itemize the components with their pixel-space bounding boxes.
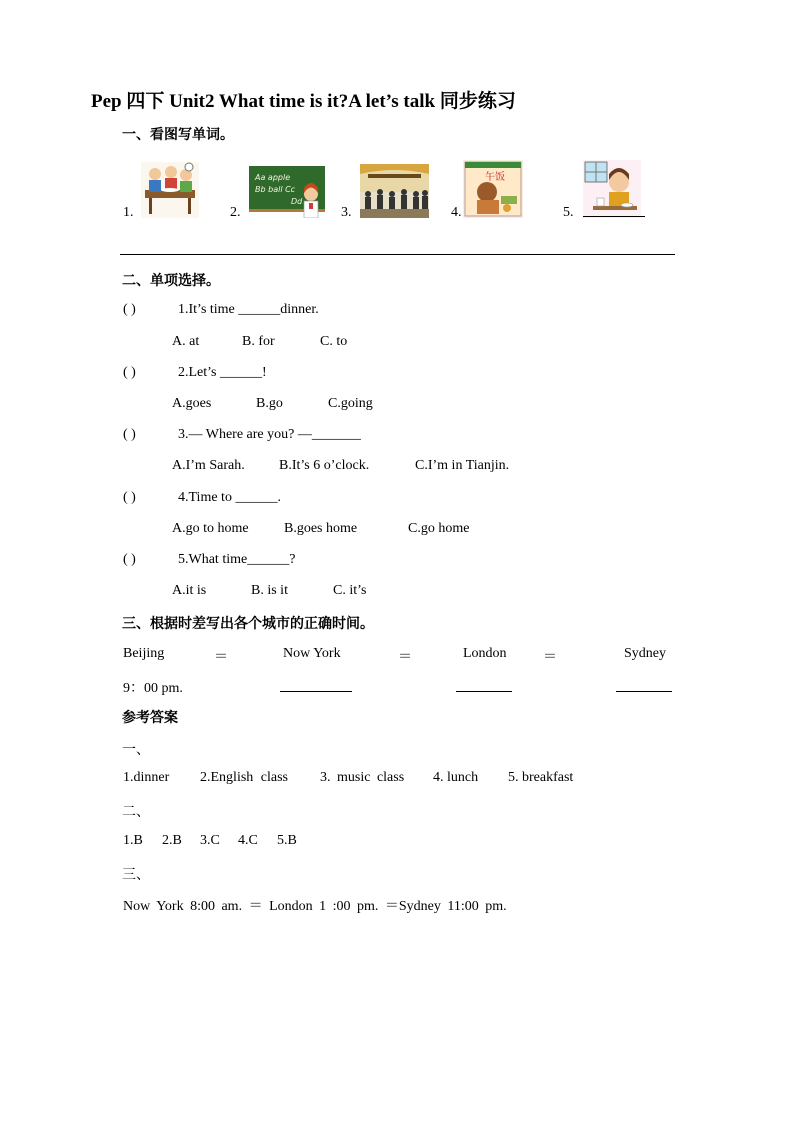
q4-option-b: B.goes home: [284, 521, 358, 536]
picture-number-2: 2.: [230, 205, 241, 220]
answer-2-1: 1.B: [123, 833, 143, 848]
english-class-picture: [249, 166, 325, 218]
city-london: London: [463, 646, 507, 661]
picture-number-4: 4.: [451, 205, 462, 220]
answer-paren-5[interactable]: ( ): [123, 552, 136, 567]
answer-paren-4[interactable]: ( ): [123, 490, 136, 505]
board-line-2: Bb ball Cc: [255, 185, 296, 194]
answer-1-4: 4. lunch: [433, 770, 479, 785]
answer-1-2: 2.English class: [200, 770, 288, 785]
q4-option-a: A.go to home: [172, 521, 249, 536]
q5-option-c: C. it’s: [333, 583, 367, 598]
q3-option-b: B.It’s 6 o’clock.: [279, 458, 370, 473]
answer-part1-label: 一、: [122, 742, 150, 758]
answer-3-times: Now York 8:00 am. ＝ London 1 :00 pm. ＝Sydney 11:00 pm.: [123, 899, 507, 914]
answer-part2-label: 二、: [122, 804, 150, 820]
board-line-1: Aa apple: [255, 173, 291, 182]
question-5: 5.What time______?: [178, 552, 296, 567]
equals-sign-2: ＝: [398, 650, 412, 665]
q5-option-b: B. is it: [251, 583, 288, 598]
answer-1-3: 3. music class: [320, 770, 405, 785]
city-beijing: Beijing: [123, 646, 165, 661]
lunch-picture: [463, 160, 523, 218]
picture-number-5: 5.: [563, 205, 574, 220]
answer-2-2: 2.B: [162, 833, 182, 848]
q1-option-a: A. at: [172, 334, 200, 349]
q3-option-c: C.I’m in Tianjin.: [415, 458, 510, 473]
answer-paren-2[interactable]: ( ): [123, 365, 136, 380]
sydney-time-blank[interactable]: [616, 691, 672, 692]
question-2: 2.Let’s ______!: [178, 365, 267, 380]
london-time-blank[interactable]: [456, 691, 512, 692]
new-york-time-blank[interactable]: [280, 691, 352, 692]
question-1: 1.It’s time ______dinner.: [178, 302, 319, 317]
answer-1-1: 1.dinner: [123, 770, 170, 785]
answer-key-heading: 参考答案: [122, 710, 178, 726]
answer-blank-5[interactable]: [583, 216, 645, 217]
beijing-time: 9：00 pm.: [123, 681, 183, 696]
q5-option-a: A.it is: [172, 583, 207, 598]
equals-sign-1: ＝: [214, 650, 228, 665]
answer-paren-3[interactable]: ( ): [123, 427, 136, 442]
answer-2-3: 3.C: [200, 833, 220, 848]
section2-heading: 二、单项选择。: [122, 273, 220, 289]
equals-sign-3: ＝: [543, 650, 557, 665]
q2-option-a: A.goes: [172, 396, 212, 411]
breakfast-picture: [583, 160, 641, 218]
picture-number-3: 3.: [341, 205, 352, 220]
q2-option-c: C.going: [328, 396, 373, 411]
q4-option-c: C.go home: [408, 521, 470, 536]
question-3: 3.— Where are you? —_______: [178, 427, 361, 442]
question-4: 4.Time to ______.: [178, 490, 281, 505]
page-title: Pep 四下 Unit2 What time is it?A let’s talk 同步练习: [91, 91, 516, 112]
q1-option-b: B. for: [242, 334, 275, 349]
answer-paren-1[interactable]: ( ): [123, 302, 136, 317]
answer-1-5: 5. breakfast: [508, 770, 574, 785]
music-class-picture: [360, 164, 429, 218]
q2-option-b: B.go: [256, 396, 283, 411]
answer-2-4: 4.C: [238, 833, 258, 848]
family-dinner-picture: [141, 162, 199, 218]
picture-number-1: 1.: [123, 205, 134, 220]
city-sydney: Sydney: [624, 646, 666, 661]
q3-option-a: A.I’m Sarah.: [172, 458, 245, 473]
divider-line: [120, 254, 675, 255]
answer-2-5: 5.B: [277, 833, 297, 848]
city-new-york: Now York: [283, 646, 341, 661]
section3-heading: 三、根据时差写出各个城市的正确时间。: [122, 616, 374, 632]
board-line-3: Dd: [291, 197, 303, 206]
answer-part3-label: 三、: [122, 867, 150, 883]
lunch-sign: 午饭: [485, 172, 505, 183]
q1-option-c: C. to: [320, 334, 348, 349]
section1-heading: 一、看图写单词。: [122, 127, 234, 143]
